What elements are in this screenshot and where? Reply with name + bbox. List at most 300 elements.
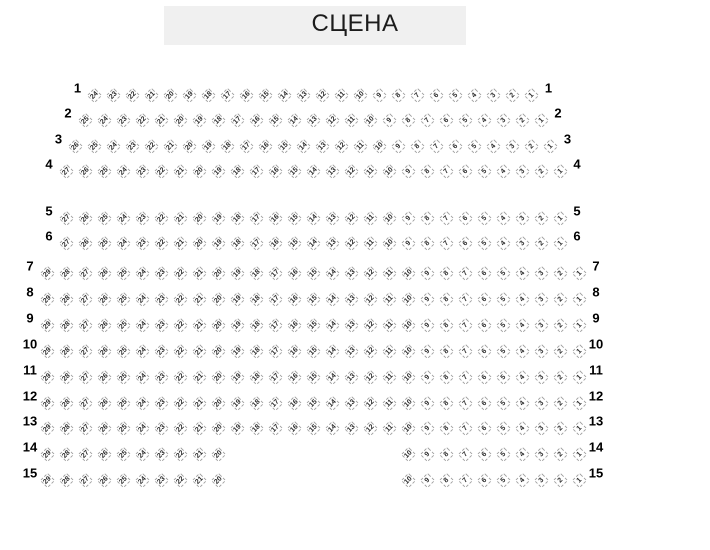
seat[interactable] xyxy=(116,211,131,226)
seat[interactable] xyxy=(135,113,150,128)
seat[interactable] xyxy=(287,164,302,179)
seat[interactable] xyxy=(306,164,321,179)
seat[interactable] xyxy=(182,88,197,103)
seat[interactable] xyxy=(144,139,159,154)
seat[interactable] xyxy=(458,344,473,359)
seat[interactable] xyxy=(448,139,463,154)
seat[interactable] xyxy=(230,113,245,128)
seat[interactable] xyxy=(477,266,492,281)
seat[interactable] xyxy=(524,139,539,154)
seat[interactable] xyxy=(192,236,207,251)
seat[interactable] xyxy=(306,236,321,251)
seat[interactable] xyxy=(182,139,197,154)
seat[interactable] xyxy=(201,88,216,103)
seat[interactable] xyxy=(268,318,283,333)
seat[interactable] xyxy=(496,211,511,226)
seat[interactable] xyxy=(401,396,416,411)
seat[interactable] xyxy=(173,164,188,179)
seat[interactable] xyxy=(420,421,435,436)
seat[interactable] xyxy=(325,344,340,359)
seat[interactable] xyxy=(572,421,587,436)
seat[interactable] xyxy=(230,396,245,411)
seat[interactable] xyxy=(135,421,150,436)
seat[interactable] xyxy=(268,396,283,411)
seat[interactable] xyxy=(239,88,254,103)
seat[interactable] xyxy=(40,447,55,462)
seat[interactable] xyxy=(534,292,549,307)
seat[interactable] xyxy=(59,344,74,359)
seat[interactable] xyxy=(477,211,492,226)
seat[interactable] xyxy=(534,421,549,436)
seat[interactable] xyxy=(401,266,416,281)
seat[interactable] xyxy=(173,370,188,385)
seat[interactable] xyxy=(306,113,321,128)
seat[interactable] xyxy=(154,164,169,179)
seat[interactable] xyxy=(116,318,131,333)
seat[interactable] xyxy=(230,318,245,333)
seat[interactable] xyxy=(477,473,492,488)
seat[interactable] xyxy=(59,318,74,333)
seat[interactable] xyxy=(458,164,473,179)
seat[interactable] xyxy=(116,421,131,436)
seat[interactable] xyxy=(306,292,321,307)
seat[interactable] xyxy=(97,164,112,179)
seat[interactable] xyxy=(486,88,501,103)
seat[interactable] xyxy=(363,396,378,411)
seat[interactable] xyxy=(496,292,511,307)
seat[interactable] xyxy=(192,164,207,179)
seat[interactable] xyxy=(154,211,169,226)
seat[interactable] xyxy=(97,236,112,251)
seat[interactable] xyxy=(496,236,511,251)
seat[interactable] xyxy=(59,473,74,488)
seat[interactable] xyxy=(344,236,359,251)
seat[interactable] xyxy=(97,211,112,226)
seat[interactable] xyxy=(391,139,406,154)
seat[interactable] xyxy=(173,344,188,359)
seat[interactable] xyxy=(154,344,169,359)
seat[interactable] xyxy=(458,318,473,333)
seat[interactable] xyxy=(553,370,568,385)
seat[interactable] xyxy=(344,370,359,385)
seat[interactable] xyxy=(572,370,587,385)
seat[interactable] xyxy=(97,344,112,359)
seat[interactable] xyxy=(154,318,169,333)
seat[interactable] xyxy=(211,318,226,333)
seat[interactable] xyxy=(306,266,321,281)
seat[interactable] xyxy=(553,266,568,281)
seat[interactable] xyxy=(553,164,568,179)
seat[interactable] xyxy=(268,292,283,307)
seat[interactable] xyxy=(87,88,102,103)
seat[interactable] xyxy=(106,139,121,154)
seat[interactable] xyxy=(572,292,587,307)
seat[interactable] xyxy=(439,236,454,251)
seat[interactable] xyxy=(78,473,93,488)
seat[interactable] xyxy=(382,266,397,281)
seat[interactable] xyxy=(439,292,454,307)
seat[interactable] xyxy=(382,164,397,179)
seat[interactable] xyxy=(467,139,482,154)
seat[interactable] xyxy=(230,164,245,179)
seat[interactable] xyxy=(211,211,226,226)
seat[interactable] xyxy=(420,113,435,128)
seat[interactable] xyxy=(534,344,549,359)
seat[interactable] xyxy=(382,344,397,359)
seat[interactable] xyxy=(135,344,150,359)
seat[interactable] xyxy=(135,396,150,411)
seat[interactable] xyxy=(239,139,254,154)
seat[interactable] xyxy=(505,139,520,154)
seat[interactable] xyxy=(496,421,511,436)
seat[interactable] xyxy=(553,396,568,411)
seat[interactable] xyxy=(534,113,549,128)
seat[interactable] xyxy=(135,447,150,462)
seat[interactable] xyxy=(382,318,397,333)
seat[interactable] xyxy=(439,473,454,488)
seat[interactable] xyxy=(496,266,511,281)
seat[interactable] xyxy=(268,370,283,385)
seat[interactable] xyxy=(230,421,245,436)
seat[interactable] xyxy=(353,139,368,154)
seat[interactable] xyxy=(154,113,169,128)
seat[interactable] xyxy=(401,113,416,128)
seat[interactable] xyxy=(40,370,55,385)
seat[interactable] xyxy=(211,344,226,359)
seat[interactable] xyxy=(287,211,302,226)
seat[interactable] xyxy=(325,421,340,436)
seat[interactable] xyxy=(192,421,207,436)
seat[interactable] xyxy=(192,396,207,411)
seat[interactable] xyxy=(59,447,74,462)
seat[interactable] xyxy=(306,370,321,385)
seat[interactable] xyxy=(211,421,226,436)
seat[interactable] xyxy=(420,164,435,179)
seat[interactable] xyxy=(448,88,463,103)
seat[interactable] xyxy=(116,344,131,359)
seat[interactable] xyxy=(382,113,397,128)
seat[interactable] xyxy=(287,236,302,251)
seat[interactable] xyxy=(458,396,473,411)
seat[interactable] xyxy=(59,164,74,179)
seat[interactable] xyxy=(572,396,587,411)
seat[interactable] xyxy=(135,164,150,179)
seat[interactable] xyxy=(344,164,359,179)
seat[interactable] xyxy=(344,344,359,359)
seat[interactable] xyxy=(363,113,378,128)
seat[interactable] xyxy=(249,318,264,333)
seat[interactable] xyxy=(515,370,530,385)
seat[interactable] xyxy=(135,318,150,333)
seat[interactable] xyxy=(249,211,264,226)
seat[interactable] xyxy=(429,139,444,154)
seat[interactable] xyxy=(40,266,55,281)
seat[interactable] xyxy=(344,266,359,281)
seat[interactable] xyxy=(325,318,340,333)
seat[interactable] xyxy=(78,344,93,359)
seat[interactable] xyxy=(173,318,188,333)
seat[interactable] xyxy=(553,318,568,333)
seat[interactable] xyxy=(173,211,188,226)
seat[interactable] xyxy=(192,211,207,226)
seat[interactable] xyxy=(268,164,283,179)
seat[interactable] xyxy=(534,396,549,411)
seat[interactable] xyxy=(306,344,321,359)
seat[interactable] xyxy=(211,473,226,488)
seat[interactable] xyxy=(572,473,587,488)
seat[interactable] xyxy=(315,88,330,103)
seat[interactable] xyxy=(211,370,226,385)
seat[interactable] xyxy=(410,139,425,154)
seat[interactable] xyxy=(534,236,549,251)
seat[interactable] xyxy=(401,370,416,385)
seat[interactable] xyxy=(116,236,131,251)
seat[interactable] xyxy=(401,211,416,226)
seat[interactable] xyxy=(420,370,435,385)
seat[interactable] xyxy=(135,266,150,281)
seat[interactable] xyxy=(116,164,131,179)
seat[interactable] xyxy=(40,396,55,411)
seat[interactable] xyxy=(249,421,264,436)
seat[interactable] xyxy=(515,292,530,307)
seat[interactable] xyxy=(325,113,340,128)
seat[interactable] xyxy=(496,370,511,385)
seat[interactable] xyxy=(496,473,511,488)
seat[interactable] xyxy=(230,292,245,307)
seat[interactable] xyxy=(220,88,235,103)
seat[interactable] xyxy=(249,113,264,128)
seat[interactable] xyxy=(477,421,492,436)
seat[interactable] xyxy=(363,236,378,251)
seat[interactable] xyxy=(97,370,112,385)
seat[interactable] xyxy=(287,344,302,359)
seat[interactable] xyxy=(78,266,93,281)
seat[interactable] xyxy=(486,139,501,154)
seat[interactable] xyxy=(363,211,378,226)
seat[interactable] xyxy=(125,139,140,154)
seat[interactable] xyxy=(277,88,292,103)
seat[interactable] xyxy=(287,421,302,436)
seat[interactable] xyxy=(401,473,416,488)
seat[interactable] xyxy=(40,318,55,333)
seat[interactable] xyxy=(401,447,416,462)
seat[interactable] xyxy=(382,421,397,436)
seat[interactable] xyxy=(325,396,340,411)
seat[interactable] xyxy=(363,344,378,359)
seat[interactable] xyxy=(230,370,245,385)
seat[interactable] xyxy=(534,473,549,488)
seat[interactable] xyxy=(420,236,435,251)
seat[interactable] xyxy=(211,396,226,411)
seat[interactable] xyxy=(439,370,454,385)
seat[interactable] xyxy=(553,421,568,436)
seat[interactable] xyxy=(515,421,530,436)
seat[interactable] xyxy=(154,447,169,462)
seat[interactable] xyxy=(296,139,311,154)
seat[interactable] xyxy=(515,113,530,128)
seat[interactable] xyxy=(97,421,112,436)
seat[interactable] xyxy=(144,88,159,103)
seat[interactable] xyxy=(572,447,587,462)
seat[interactable] xyxy=(344,113,359,128)
seat[interactable] xyxy=(268,421,283,436)
seat[interactable] xyxy=(211,113,226,128)
seat[interactable] xyxy=(344,421,359,436)
seat[interactable] xyxy=(287,266,302,281)
seat[interactable] xyxy=(439,113,454,128)
seat[interactable] xyxy=(534,266,549,281)
seat[interactable] xyxy=(211,164,226,179)
seat[interactable] xyxy=(78,211,93,226)
seat[interactable] xyxy=(572,344,587,359)
seat[interactable] xyxy=(249,396,264,411)
seat[interactable] xyxy=(439,318,454,333)
seat[interactable] xyxy=(534,318,549,333)
seat[interactable] xyxy=(496,318,511,333)
seat[interactable] xyxy=(477,113,492,128)
seat[interactable] xyxy=(515,236,530,251)
seat[interactable] xyxy=(59,266,74,281)
seat[interactable] xyxy=(268,344,283,359)
seat[interactable] xyxy=(382,396,397,411)
seat[interactable] xyxy=(572,266,587,281)
seat[interactable] xyxy=(192,473,207,488)
seat[interactable] xyxy=(59,370,74,385)
seat[interactable] xyxy=(163,88,178,103)
seat[interactable] xyxy=(344,292,359,307)
seat[interactable] xyxy=(163,139,178,154)
seat[interactable] xyxy=(116,292,131,307)
seat[interactable] xyxy=(515,447,530,462)
seat[interactable] xyxy=(439,421,454,436)
seat[interactable] xyxy=(135,211,150,226)
seat[interactable] xyxy=(401,318,416,333)
seat[interactable] xyxy=(59,421,74,436)
seat[interactable] xyxy=(268,236,283,251)
seat[interactable] xyxy=(116,266,131,281)
seat[interactable] xyxy=(306,396,321,411)
seat[interactable] xyxy=(325,370,340,385)
seat[interactable] xyxy=(268,211,283,226)
seat[interactable] xyxy=(363,370,378,385)
seat[interactable] xyxy=(420,318,435,333)
seat[interactable] xyxy=(391,88,406,103)
seat[interactable] xyxy=(467,88,482,103)
seat[interactable] xyxy=(287,113,302,128)
seat[interactable] xyxy=(382,370,397,385)
seat[interactable] xyxy=(410,88,425,103)
seat[interactable] xyxy=(344,318,359,333)
seat[interactable] xyxy=(534,447,549,462)
seat[interactable] xyxy=(287,370,302,385)
seat[interactable] xyxy=(505,88,520,103)
seat[interactable] xyxy=(87,139,102,154)
seat[interactable] xyxy=(477,447,492,462)
seat[interactable] xyxy=(296,88,311,103)
seat[interactable] xyxy=(420,473,435,488)
seat[interactable] xyxy=(553,473,568,488)
seat[interactable] xyxy=(543,139,558,154)
seat[interactable] xyxy=(249,292,264,307)
seat[interactable] xyxy=(40,473,55,488)
seat[interactable] xyxy=(173,447,188,462)
seat[interactable] xyxy=(106,88,121,103)
seat[interactable] xyxy=(334,139,349,154)
seat[interactable] xyxy=(553,344,568,359)
seat[interactable] xyxy=(325,292,340,307)
seat[interactable] xyxy=(287,396,302,411)
seat[interactable] xyxy=(325,266,340,281)
seat[interactable] xyxy=(458,473,473,488)
seat[interactable] xyxy=(325,211,340,226)
seat[interactable] xyxy=(78,318,93,333)
seat[interactable] xyxy=(97,396,112,411)
seat[interactable] xyxy=(211,236,226,251)
seat[interactable] xyxy=(420,447,435,462)
seat[interactable] xyxy=(78,292,93,307)
seat[interactable] xyxy=(344,211,359,226)
seat[interactable] xyxy=(116,396,131,411)
seat[interactable] xyxy=(458,370,473,385)
seat[interactable] xyxy=(40,344,55,359)
seat[interactable] xyxy=(401,164,416,179)
seat[interactable] xyxy=(230,236,245,251)
seat[interactable] xyxy=(135,370,150,385)
seat[interactable] xyxy=(192,344,207,359)
seat[interactable] xyxy=(496,396,511,411)
seat[interactable] xyxy=(249,236,264,251)
seat[interactable] xyxy=(515,318,530,333)
seat[interactable] xyxy=(458,236,473,251)
seat[interactable] xyxy=(534,164,549,179)
seat[interactable] xyxy=(458,421,473,436)
seat[interactable] xyxy=(78,164,93,179)
seat[interactable] xyxy=(192,292,207,307)
seat[interactable] xyxy=(477,396,492,411)
seat[interactable] xyxy=(135,236,150,251)
seat[interactable] xyxy=(439,447,454,462)
seat[interactable] xyxy=(192,113,207,128)
seat[interactable] xyxy=(458,266,473,281)
seat[interactable] xyxy=(363,318,378,333)
seat[interactable] xyxy=(515,211,530,226)
seat[interactable] xyxy=(515,473,530,488)
seat[interactable] xyxy=(154,292,169,307)
seat[interactable] xyxy=(59,236,74,251)
seat[interactable] xyxy=(325,164,340,179)
seat[interactable] xyxy=(477,318,492,333)
seat[interactable] xyxy=(192,266,207,281)
seat[interactable] xyxy=(59,292,74,307)
seat[interactable] xyxy=(382,236,397,251)
seat[interactable] xyxy=(363,164,378,179)
seat[interactable] xyxy=(68,139,83,154)
seat[interactable] xyxy=(135,473,150,488)
seat[interactable] xyxy=(496,447,511,462)
seat[interactable] xyxy=(534,370,549,385)
seat[interactable] xyxy=(230,211,245,226)
seat[interactable] xyxy=(524,88,539,103)
seat[interactable] xyxy=(534,211,549,226)
seat[interactable] xyxy=(439,164,454,179)
seat[interactable] xyxy=(420,396,435,411)
seat[interactable] xyxy=(173,396,188,411)
seat[interactable] xyxy=(249,266,264,281)
seat[interactable] xyxy=(40,421,55,436)
seat[interactable] xyxy=(268,266,283,281)
seat[interactable] xyxy=(116,473,131,488)
seat[interactable] xyxy=(154,236,169,251)
